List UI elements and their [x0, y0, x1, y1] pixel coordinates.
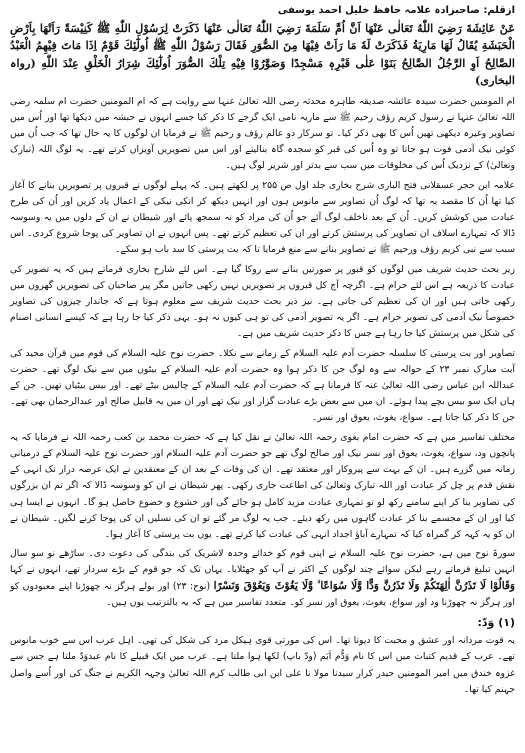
paragraph-wadd: یہ قوت مردانہ اور عشق و محبت کا دیوتا تھا۔ اس کی مورتی قوی ہیکل مرد کی شکل کی تھی۔ اہل عرب اس سے خوب مانوس تھے۔ عرب کے قدیم کتبات میں اس کا نام وَدُّم اَبَم (ودّ باپ) لکھا ہوا ملتا ہے۔ عرب میں ایک قبیلے کا نام عبدوَدّ ملتا ہے جس سے غزوہ خندق میں امیر المومنین حیدر کرار سیدنا مولا نا علی ابن ابی طالب کرم اللہ تعالیٰ وجہہ الکریم نے جنگ کی اور اُسے واصل جہنم کیا تھا۔	[10, 635, 515, 695]
hadith-arabic-text: عَنْ عَائِشَةَ رَضِيَ اللّٰهُ تَعَالٰی عَنْهَا اَنَّ اُمَّ سَلَمَةَ رَضِيَ اللّٰهُ تَعَالٰی عَنْهَا ذَكَرَتْ لِرَسُوْلِ اللّٰهِ ﷺ كَنِيْسَةً رَاَتْهَا بِاَرْضِ الْحَبَشَةِ يُقَالُ لَهَا مَارِيَةُ فَذَكَرَتْ لَهٗ مَا رَاَتْ فِيْهَا مِنَ الصُّوَرِ فَقَالَ رَسُوْلُ اللّٰهِ ﷺ اُولٰٓئِكَ قَوْمٌ اِذَا مَاتَ فِيْهِمُ الْعَبْدُ الصَّالِحُ اَوِ الرَّجُلُ الصَّالِحُ بَنَوْا عَلٰی قَبْرِهٖ مَسْجِدًا وَصَوَّرُوْا فِيْهِ تِلْكَ الصُّوَرَ اُولٰٓئِكَ شِرَارُ الْخَلْقِ عِنْدَ اللّٰهِ (رواہ البخاری)	[10, 21, 515, 88]
paragraph-translation: ام المومنین حضرت سیدہ عائشہ صدیقہ طاہرہ محدثہ رضی اللہ تعالیٰ عنہا سے روایت ہے کہ ام المومنین حضرت ام سلمہ رضی اللہ تعالیٰ عنہا نے رسول کریم رؤف رحیم ﷺ سے ماریہ نامی ایک گرجے کا ذکر کیا جسے انہوں نے حبشہ میں دیکھا تھا اور اُس میں تصاویر وغیرہ دیکھی تھیں اُس کا بھی ذکر کیا۔ تو سرکار دو عالم رؤف و رحیم ﷺ نے فرمایا ان لوگوں کا یہ حال تھا کہ جب اُن میں کوئی نیک آدمی فوت ہو جاتا تو وہ اُس کی قبر کو سجدہ گاہ بنالیتے اور اس میں تصویریں آویزاں کرتے تھے۔ یہ لوگ اللہ (تبارک وتعالیٰ) کے نزدیک اُس کی مخلوقات میں سب سے بدتر اور شریر لوگ ہیں۔	[10, 95, 515, 172]
surah-nuh-text: سورۃ نوح میں ہے، حضرت نوح علیہ السلام نے اپنی قوم کو خدائے وحدہ لاشریک کی بندگی کی دعوت دی۔ ساڑھے نو سو سال انہیں تبلیغ فرماتے رہے لیکن سوائے چند لوگوں کے اکثر نے آپ کو جھٹلایا۔ یہاں تک کہ جو قوم کے بڑے سردار تھے، انہوں نے کہا	[10, 548, 515, 576]
paragraph-tafasir: مختلف تفاسیر میں ہے کہ حضرت امام بغوی رحمہ اللہ تعالیٰ نے نقل کیا ہے کہ حضرت محمد بن کعب رحمہ اللہ نے فرمایا کہ یہ پانچوں ود، سواع، یغوث، یعوق اور نسر نیک اور صالح لوگ تھے جو حضرت آدم علیہ السلام اور حضرت نوح علیہ السلام کے درمیانی زمانہ میں گزرے ہیں۔ ان کے بہت سے پیروکار اور معتقد تھے۔ ان کی وفات کے بعد ان کے معتقدین نے ایک عرصہ دراز تک انہی کے نقش قدم پر چل کر عبادت اور اللہ تبارک وتعالیٰ کی اطاعت جاری رکھی۔ پھر شیطان نے ان کو وسوسہ ڈالا کہ اگر تم ان بزرگوں کی تصاویر بنا کر اپنے سامنے رکھ لو تو تمہاری عبادت مزید کامل ہو جائے گی اور خشوع و خضوع حاصل ہو گا۔ انہوں نے ایسا ہی کیا اور ان کے مجسمے بنا کر عبادت گاہوں میں رکھ دیئے۔ جب یہ لوگ مر گئے تو ان کی نسلیں ان کی پوجا کرنے لگیں۔ شیطان نے ان کو یہ کہہ کر گمراہ کیا کہ تمہارے آباؤ اجداد انہی کی عبادت کیا کرتے تھے۔ یوں بت پرستی کا آغاز ہوا۔	[10, 431, 515, 540]
quran-translation-tail: اور بولے ہرگز نہ چھوڑنا اپنے معبودوں کو اور ہرگز نہ چھوڑنا ود اور سواع، یغوث، یعوق اور نسر کو۔ متعدد تفاسیر میں ہے کہ یہ بالترتیب یوں ہیں۔	[10, 581, 515, 609]
quran-reference: (نوح: ۲۳)	[172, 581, 211, 593]
paragraph-surah-nuh	[10, 546, 515, 611]
section-heading-wadd: (۱) وَدّ:	[477, 616, 515, 630]
paragraph-ibn-hajar: علامہ ابن حجر عسقلانی فتح الباری شرح بخاری جلد اول ص ۲۵۵ پر لکھتے ہیں۔ کہ پہلے لوگوں نے قبروں پر تصویریں بنانے کا آغاز کیا تھا اُن کا مقصد یہ تھا کہ لوگ اُن تصاویر سے مانوس ہوں اور انہیں دیکھ کر انکی نیکی کے اعمال یاد کریں اور اُن کی طرح عبادت میں کوشش کریں۔ اُن کے بعد ناخلف لوگ آئے جو اُن کی مراد کو نہ سمجھ پائے اور شیطان نے ان کے دلوں میں یہ وسوسہ ڈالا کہ تمہارے اسلاف ان تصاویر کی پرستش کرتے اور ان کی تعظیم کرتے تھے۔ پس انہوں نے ان تصاویر کی پوجا شروع کردی۔ اس سبب سے نبی کریم رؤف ورحیم ﷺ نے تصاویر بنانے سے منع فرمایا تا کہ بت پرستی کا سد باب ہو سکے۔	[10, 179, 515, 256]
paragraph-origin-of-idols: تصاویر اور بت پرستی کا سلسلہ حضرت آدم علیہ السلام کے زمانے سے نکلا۔ حضرت نوح علیہ السلام کی قوم میں قرآن مجید کی آیت مبارک نمبر ۲۳ کے حوالہ سے وہ لوگ جن کا ذکر ہوا وہ حضرت آدم علیہ السلام کے بیٹوں میں سے نیک لوگ تھے۔ حضرت عبداللہ ابن عباس رضی اللہ تعالیٰ عنہ کا فرمانا ہے کہ حضرت آدم علیہ السلام کے چالیس بیٹے تھے۔ اور بیس بیٹیاں تھیں۔ جن کے ہاں ایک سو بیس بچے پیدا ہوئے۔ ان میں سے بعض بڑے عبادت گزار اور نیک تھے اور ان میں یہ قابیل صالح اور عبدالرحمان بھی تھے۔ جن کا ذکر کیا جاتا ہے۔ سواع، یغوث، یعوق اور نسر۔	[10, 347, 515, 424]
paragraph-hadith-discussion: زیر بحث حدیث شریف میں لوگوں کو قبور پر صورتیں بنانے سے روکا گیا ہے۔ اس لئے شارح بخاری فرماتے ہیں کہ یہ تصویر کی عبادت کا ذریعہ ہے اس لئے حرام ہے۔ اگرچہ آج کل قبروں پر تصویریں نہیں رکھی جاتیں مگر پیر صاحبان کی تصویریں گھروں میں رکھی جاتی ہیں اور ان کی تعظیم کی جاتی ہے۔ نیز ذیر بحث حدیث شریف سے معلوم ہوتا ہے کہ جاندار چیزوں کی تصاویر خصوصاً نیک آدمی کی تصویر حرام ہے۔ اگر یہ تصویر آدمی کی تو ہی کیوں نہ ہو۔ یہی ذکر کیا جا رہا ہے کہ کیسے انسانی اصنام کی شکل میں پرستش کیا جا رہا ہے جس کا ذکر حدیث شریف میں ہے۔	[10, 263, 515, 340]
quran-quote: وَقَالُوْا لَا تَذَرُنَّ اٰلِهَتَكُمْ وَلَا تَذَرُنَّ وَدًّا وَّلَا سُوَاعًا ۙ وَّلَا يَغُوْثَ وَيَعُوْقَ وَنَسْرًا	[213, 580, 516, 593]
author-byline: ازقلم: صاحبزادہ علامہ حافظ خلیل احمد یوسفی	[277, 5, 515, 16]
